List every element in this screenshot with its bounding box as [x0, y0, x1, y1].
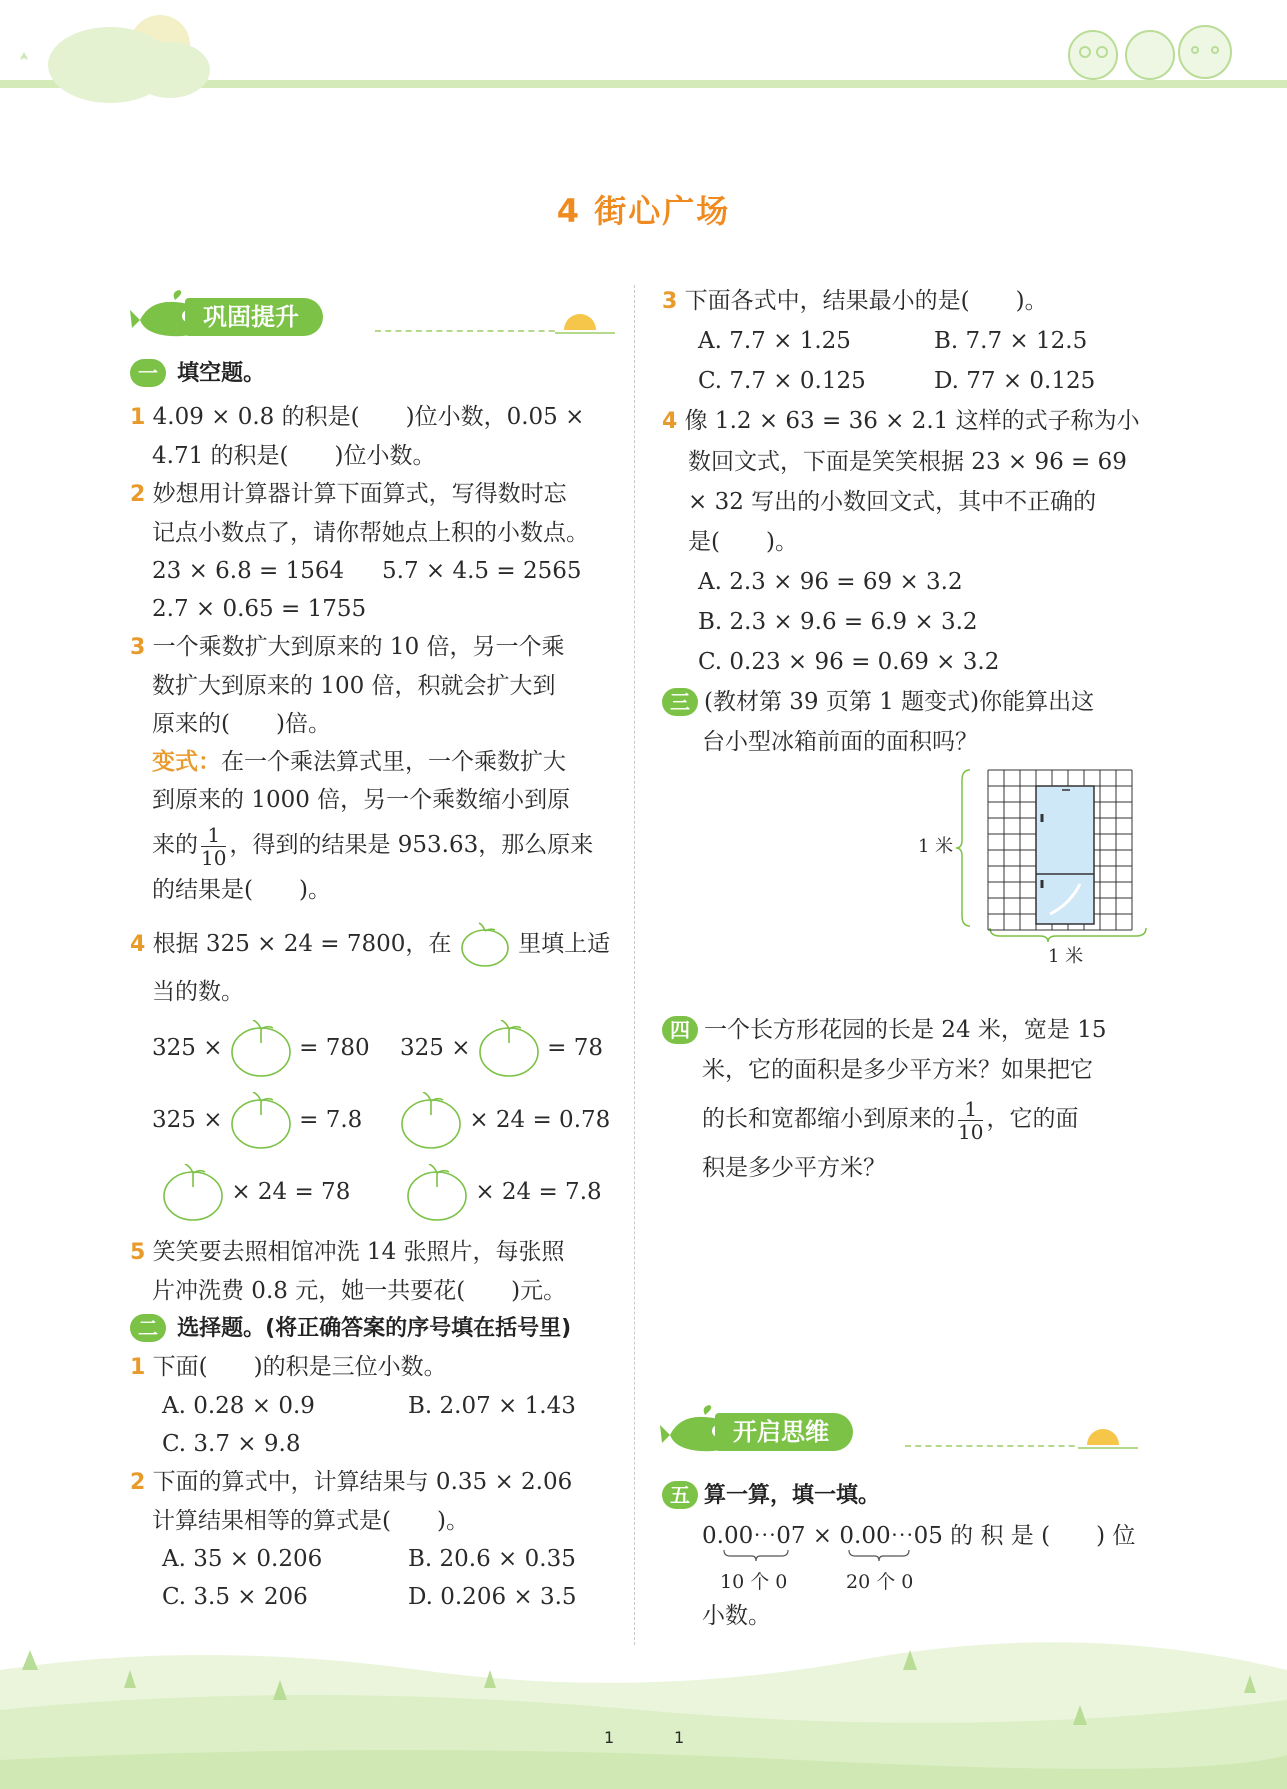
- part1-heading-text: 填空题。: [177, 361, 266, 386]
- question-text: 下面各式中，结果最小的是( )。: [684, 288, 1048, 314]
- expr: 325 ×: [400, 1035, 471, 1061]
- label-width: 1 米: [1048, 946, 1084, 967]
- apple-blank-input[interactable]: [400, 1092, 462, 1150]
- question-text: 原来的( )倍。: [152, 711, 331, 737]
- part3: [662, 682, 1142, 762]
- question-text: × 32 写出的小数回文式，其中不正确的: [688, 489, 1097, 515]
- option-a[interactable]: A. 2.3 × 96 = 69 × 3.2: [698, 569, 963, 595]
- question-text: 根据 325 × 24 = 7800，在: [152, 931, 452, 957]
- part2-badge: 二: [130, 1314, 166, 1342]
- part5-badge: 五: [662, 1481, 698, 1509]
- option-b[interactable]: B. 2.3 × 9.6 = 6.9 × 3.2: [698, 609, 978, 635]
- question-text: 笑笑要去照相馆冲洗 14 张照片，每张照: [152, 1239, 565, 1265]
- question-text: ，它的面: [986, 1106, 1079, 1132]
- question-text: 到原来的 1000 倍，另一个乘数缩小到原: [152, 787, 571, 813]
- question-text: 下面( )的积是三位小数。: [152, 1354, 447, 1380]
- question-number: 4: [130, 932, 146, 957]
- sun-cloud-icon: [20, 15, 210, 103]
- option-c[interactable]: C. 3.5 × 206: [162, 1584, 308, 1610]
- part4-badge: 四: [662, 1016, 698, 1044]
- p1-q1: [130, 398, 620, 475]
- p1-q2: [130, 475, 620, 628]
- question-text: 在一个乘法算式里，一个乘数扩大: [221, 749, 566, 775]
- question-number: 3: [662, 289, 678, 314]
- landscape-decoration: [0, 1630, 1287, 1789]
- brace-label: 10 个 0: [720, 1571, 788, 1593]
- question-text: 像 1.2 × 63 = 36 × 2.1 这样的式子称为小: [684, 408, 1140, 434]
- question-text: 4.71 的积是( )位小数。: [152, 443, 436, 469]
- question-text: 一个长方形花园的长是 24 米，宽是 15: [704, 1017, 1107, 1043]
- question-text: 0.00⋯07 × 0.00⋯05 的 积 是 ( ) 位: [702, 1523, 1136, 1549]
- option-a[interactable]: A. 7.7 × 1.25: [698, 328, 851, 354]
- page-number-right: 1: [674, 1728, 685, 1747]
- equation: 23 × 6.8 = 1564: [152, 558, 345, 584]
- question-text: 来的: [152, 832, 198, 858]
- apple-blank-input[interactable]: [478, 1020, 540, 1078]
- expr: = 780: [299, 1035, 370, 1061]
- option-c[interactable]: C. 7.7 × 0.125: [698, 368, 866, 394]
- sunset-icon: [555, 305, 615, 340]
- expr: 325 ×: [152, 1107, 223, 1133]
- expr: = 78: [547, 1035, 603, 1061]
- question-text: 小数。: [702, 1603, 771, 1629]
- page-title: 4 街心广场: [556, 192, 731, 230]
- fridge-figure: [900, 764, 1150, 967]
- p1-q4: [130, 919, 620, 1233]
- p2-q4: [662, 401, 1142, 682]
- sunset-icon: [1078, 1420, 1138, 1455]
- question-text: 积是多少平方米？: [702, 1155, 886, 1181]
- p2-q3: [662, 282, 1142, 401]
- question-text: 米，它的面积是多少平方米？如果把它: [702, 1057, 1093, 1083]
- fraction: $\frac{1}{10}$: [958, 1096, 984, 1144]
- question-number: 3: [130, 635, 146, 660]
- question-text: 的结果是( )。: [152, 877, 331, 903]
- question-text: 片冲洗费 0.8 元，她一共要花( )元。: [152, 1278, 567, 1304]
- question-text: 的长和宽都缩小到原来的: [702, 1106, 955, 1132]
- part4: [662, 1010, 1152, 1188]
- apple-blank-input[interactable]: [230, 1020, 292, 1078]
- left-column: [130, 356, 620, 1616]
- option-b[interactable]: B. 2.07 × 1.43: [408, 1393, 576, 1419]
- part5-heading-text: 算一算，填一填。: [704, 1483, 881, 1508]
- part2-heading: [130, 1310, 620, 1348]
- question-text: 4.09 × 0.8 的积是( )位小数，0.05 ×: [152, 404, 585, 430]
- expr: = 7.8: [299, 1107, 363, 1133]
- animal-faces-icon: [1069, 26, 1231, 79]
- question-text: 一个乘数扩大到原来的 10 倍，另一个乘: [152, 634, 565, 660]
- question-text: 是( )。: [688, 529, 798, 555]
- variant-label: 变式：: [152, 749, 221, 775]
- apple-icon: [459, 922, 511, 968]
- option-a[interactable]: A. 0.28 × 0.9: [162, 1393, 315, 1419]
- brace-label: 20 个 0: [846, 1571, 914, 1593]
- page-number-left: 1: [604, 1728, 615, 1747]
- section-title-think: 开启思维: [715, 1413, 853, 1451]
- question-text: 妙想用计算器计算下面算式，写得数时忘: [152, 481, 567, 507]
- apple-grid: [130, 1017, 620, 1233]
- question-number: 1: [130, 405, 146, 430]
- part1-heading: [130, 356, 620, 398]
- p2-q1: [130, 1348, 620, 1463]
- header-decoration: [0, 0, 1287, 110]
- question-text: 下面的算式中，计算结果与 0.35 × 2.06: [152, 1469, 573, 1495]
- apple-blank-input[interactable]: [162, 1164, 224, 1222]
- column-divider: [634, 285, 635, 1645]
- section-banner-think: [660, 1405, 1150, 1457]
- equation: 5.7 × 4.5 = 2565: [382, 558, 582, 584]
- option-c[interactable]: C. 0.23 × 96 = 0.69 × 3.2: [698, 649, 1000, 675]
- expr: × 24 = 0.78: [469, 1107, 611, 1133]
- brace-row: [662, 1556, 1152, 1596]
- question-number: 2: [130, 482, 146, 507]
- equation: 2.7 × 0.65 = 1755: [152, 596, 367, 622]
- question-text: 里填上适: [518, 931, 611, 957]
- question-number: 4: [662, 409, 678, 434]
- expr: × 24 = 78: [231, 1179, 351, 1205]
- expr: × 24 = 7.8: [475, 1179, 602, 1205]
- question-text: 台小型冰箱前面的面积吗？: [702, 729, 978, 755]
- option-d[interactable]: D. 77 × 0.125: [934, 368, 1096, 394]
- fraction: $\frac{1}{10}$: [201, 822, 227, 870]
- option-b[interactable]: B. 7.7 × 12.5: [934, 328, 1088, 354]
- question-text: (教材第 39 页第 1 题变式)你能算出这: [704, 689, 1095, 715]
- apple-blank-input[interactable]: [230, 1092, 292, 1150]
- section-title-consolidate: 巩固提升: [185, 298, 323, 336]
- option-a[interactable]: A. 35 × 0.206: [162, 1546, 323, 1572]
- part2-heading-text: 选择题。(将正确答案的序号填在括号里): [177, 1316, 572, 1341]
- question-number: 1: [130, 1355, 146, 1380]
- right-column: [662, 282, 1142, 762]
- label-height: 1 米: [918, 836, 954, 857]
- question-text: 当的数。: [152, 979, 244, 1005]
- question-text: 数扩大到原来的 100 倍，积就会扩大到: [152, 673, 556, 699]
- part1-badge: 一: [130, 359, 166, 387]
- option-c[interactable]: C. 3.7 × 9.8: [162, 1431, 301, 1457]
- question-text: 计算结果相等的算式是( )。: [152, 1508, 469, 1534]
- question-number: 5: [130, 1240, 146, 1265]
- question-text: 记点小数点了，请你帮她点上积的小数点。: [152, 520, 589, 546]
- fridge-grid-diagram: [900, 764, 1150, 964]
- p2-q2: [130, 1463, 620, 1616]
- option-d[interactable]: D. 0.206 × 3.5: [408, 1584, 577, 1610]
- part5: [662, 1475, 1152, 1636]
- expr: 325 ×: [152, 1035, 223, 1061]
- apple-blank-input[interactable]: [406, 1164, 468, 1222]
- question-text: ，得到的结果是 953.63，那么原来: [229, 832, 594, 858]
- question-number: 2: [130, 1470, 146, 1495]
- p1-q5: [130, 1233, 620, 1310]
- section-banner-consolidate: [130, 290, 610, 342]
- p1-q3: [130, 628, 620, 909]
- question-text: 数回文式，下面是笑笑根据 23 × 96 = 69: [688, 449, 1127, 475]
- part3-badge: 三: [662, 688, 698, 716]
- option-b[interactable]: B. 20.6 × 0.35: [408, 1546, 576, 1572]
